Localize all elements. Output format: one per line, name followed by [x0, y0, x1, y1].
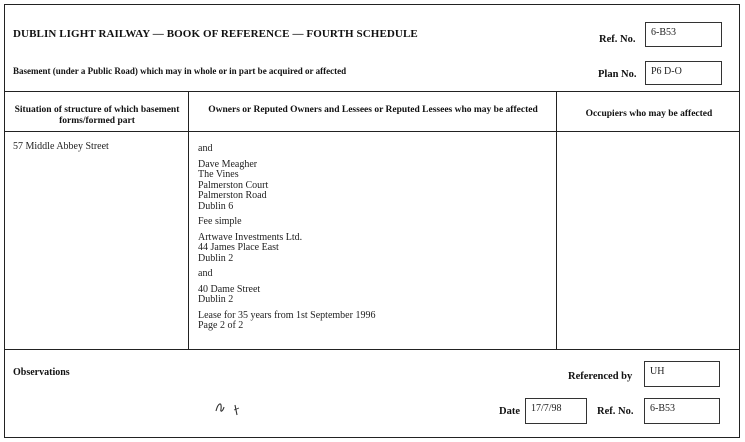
- footer-ref-no-label: Ref. No.: [597, 406, 634, 417]
- owners-line: 44 James Place East: [198, 242, 279, 253]
- footer-ref-no-field: 6-B53: [644, 398, 720, 424]
- schedule-form: [4, 4, 740, 438]
- owners-line: Palmerston Road: [198, 190, 267, 201]
- owners-paragraph: [198, 233, 550, 265]
- owners-paragraph: [198, 217, 550, 228]
- owners-line: Page 2 of 2: [198, 320, 244, 331]
- owners-line: and: [198, 143, 213, 154]
- owners-paragraph: [198, 160, 550, 213]
- owners-line: Dublin 6: [198, 200, 234, 212]
- column-header-occupiers: Occupiers who may be affected: [585, 109, 713, 119]
- owners-paragraph: [198, 144, 550, 155]
- plan-no-label: Plan No.: [598, 69, 637, 80]
- column-header-situation: Situation of structure of which basement forms/formed part: [14, 105, 180, 126]
- column-header-divider: [5, 131, 739, 132]
- owners-line: and: [198, 268, 213, 279]
- signature-mark: [210, 397, 250, 419]
- owners-line: Fee simple: [198, 216, 242, 227]
- owners-line: Artwave Investments Ltd.: [198, 231, 303, 243]
- owners-paragraph: [198, 269, 550, 280]
- form-title: DUBLIN LIGHT RAILWAY — BOOK OF REFERENCE — FOURTH SCHEDULE: [13, 28, 418, 40]
- owners-line: Palmerston Court: [198, 179, 269, 191]
- referenced-by-field: UH: [644, 361, 720, 387]
- observations-label: Observations: [13, 367, 70, 378]
- column-header-owners: Owners or Reputed Owners and Lessees or Reputed Lessees who may be affected: [208, 105, 538, 115]
- ref-no-field: 6-B53: [645, 22, 722, 47]
- plan-no-field: P6 D-O: [645, 61, 722, 85]
- column-divider-2: [556, 91, 557, 349]
- header-divider: [5, 91, 739, 92]
- owners-line: Dave Meagher: [198, 158, 258, 170]
- owners-line: The Vines: [198, 169, 239, 180]
- owners-line: Dublin 2: [198, 294, 234, 305]
- owners-paragraph: [198, 285, 550, 306]
- owners-line: Lease for 35 years from 1st September 1996: [198, 309, 376, 321]
- date-label: Date: [499, 406, 520, 417]
- table-bottom-divider: [5, 349, 739, 350]
- owners-paragraph: [198, 311, 550, 332]
- column-divider-1: [188, 91, 189, 349]
- situation-cell: 57 Middle Abbey Street: [13, 141, 109, 152]
- owners-line: 40 Dame Street: [198, 283, 261, 295]
- owners-cell: [198, 144, 550, 337]
- owners-line: Dublin 2: [198, 252, 234, 264]
- date-field: 17/7/98: [525, 398, 587, 424]
- form-subtitle: Basement (under a Public Road) which may in whole or in part be acquired or affected: [13, 66, 347, 76]
- referenced-by-label: Referenced by: [568, 371, 633, 382]
- ref-no-label: Ref. No.: [599, 34, 636, 45]
